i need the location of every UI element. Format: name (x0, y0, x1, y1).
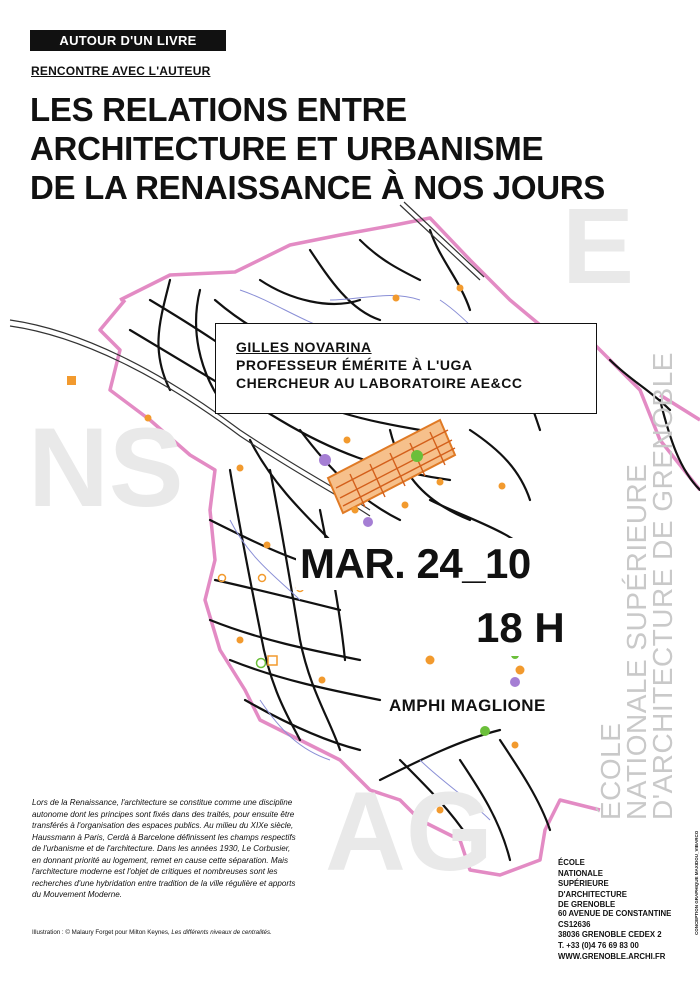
ghost-letters-ag: AG (325, 769, 493, 894)
vertical-line: ÉCOLE (595, 722, 626, 820)
speaker-role: PROFESSEUR ÉMÉRITE À L'UGA (236, 357, 473, 373)
school-line: DE GRENOBLE (558, 900, 616, 909)
school-line: SUPÉRIEURE (558, 879, 609, 888)
ghost-letters-ns: NS (28, 405, 184, 530)
event-venue: AMPHI MAGLIONE (386, 690, 578, 722)
kicker: RENCONTRE AVEC L'AUTEUR (31, 64, 211, 78)
category-tag: AUTOUR D'UN LIVRE (30, 30, 226, 51)
school-name (558, 858, 627, 911)
phone-number: T. +33 (0)4 76 69 83 00 (558, 940, 639, 950)
school-address (558, 909, 671, 951)
vertical-line: NATIONALE SUPÉRIEURE (621, 463, 652, 820)
illustration-credit (32, 929, 297, 936)
speaker-affiliation: CHERCHEUR AU LABORATOIRE AE&CC (236, 375, 523, 391)
address-line: CS12636 (558, 919, 591, 929)
school-line: NATIONALE (558, 868, 603, 878)
school-line: ÉCOLE (558, 858, 585, 867)
title-line: DE LA RENAISSANCE À NOS JOURS (30, 169, 605, 206)
vertical-line: D'ARCHITECTURE DE GRENOBLE (647, 352, 678, 820)
description-text: Lors de la Renaissance, l'architecture se constitue comme une discipline autonome dont les principes sont fixés dans des traités, pour ensuite être transférés à l'organisation des espaces publics. Au milieu du XIXe siècle, Haussmann à Paris, Cerdà à Barcelone définissent les champs respectifs de l'urbanisme et de l'architecture. Dans les années 1930, Le Corbusier, en donnant priorité au logement, remet en cause cette séparation. Mais l'architecture moderne est l'objet de critiques et nombreuses sont les recherches d'une hybridation entre tradition de la ville régulière et apports du Mouvement Moderne. (32, 798, 296, 899)
speaker-box (215, 323, 597, 414)
vertical-school-name (595, 352, 678, 820)
page-title (30, 90, 605, 207)
address-line: 38036 GRENOBLE CEDEX 2 (558, 930, 662, 939)
event-time: 18 H (474, 600, 578, 656)
title-line: LES RELATIONS ENTRE (30, 91, 407, 128)
website-link[interactable]: WWW.GRENOBLE.ARCHI.FR (558, 952, 666, 961)
event-date: MAR. 24_10 (296, 538, 578, 590)
ghost-letter-e: E (562, 185, 635, 306)
address-line: 60 AVENUE DE CONSTANTINE (558, 909, 672, 918)
school-line: D'ARCHITECTURE (558, 889, 627, 899)
credit-work: Les différents niveaux de centralités. (171, 929, 272, 936)
credit-prefix: Illustration : © Malaury Forget pour Milton Keynes, (32, 929, 172, 936)
design-credit: CONCEPTION GRAPHIQUE MAXIDOU_VIBARCO (694, 830, 699, 935)
speaker-name: GILLES NOVARINA (236, 339, 372, 355)
title-line: ARCHITECTURE ET URBANISME (30, 130, 544, 167)
